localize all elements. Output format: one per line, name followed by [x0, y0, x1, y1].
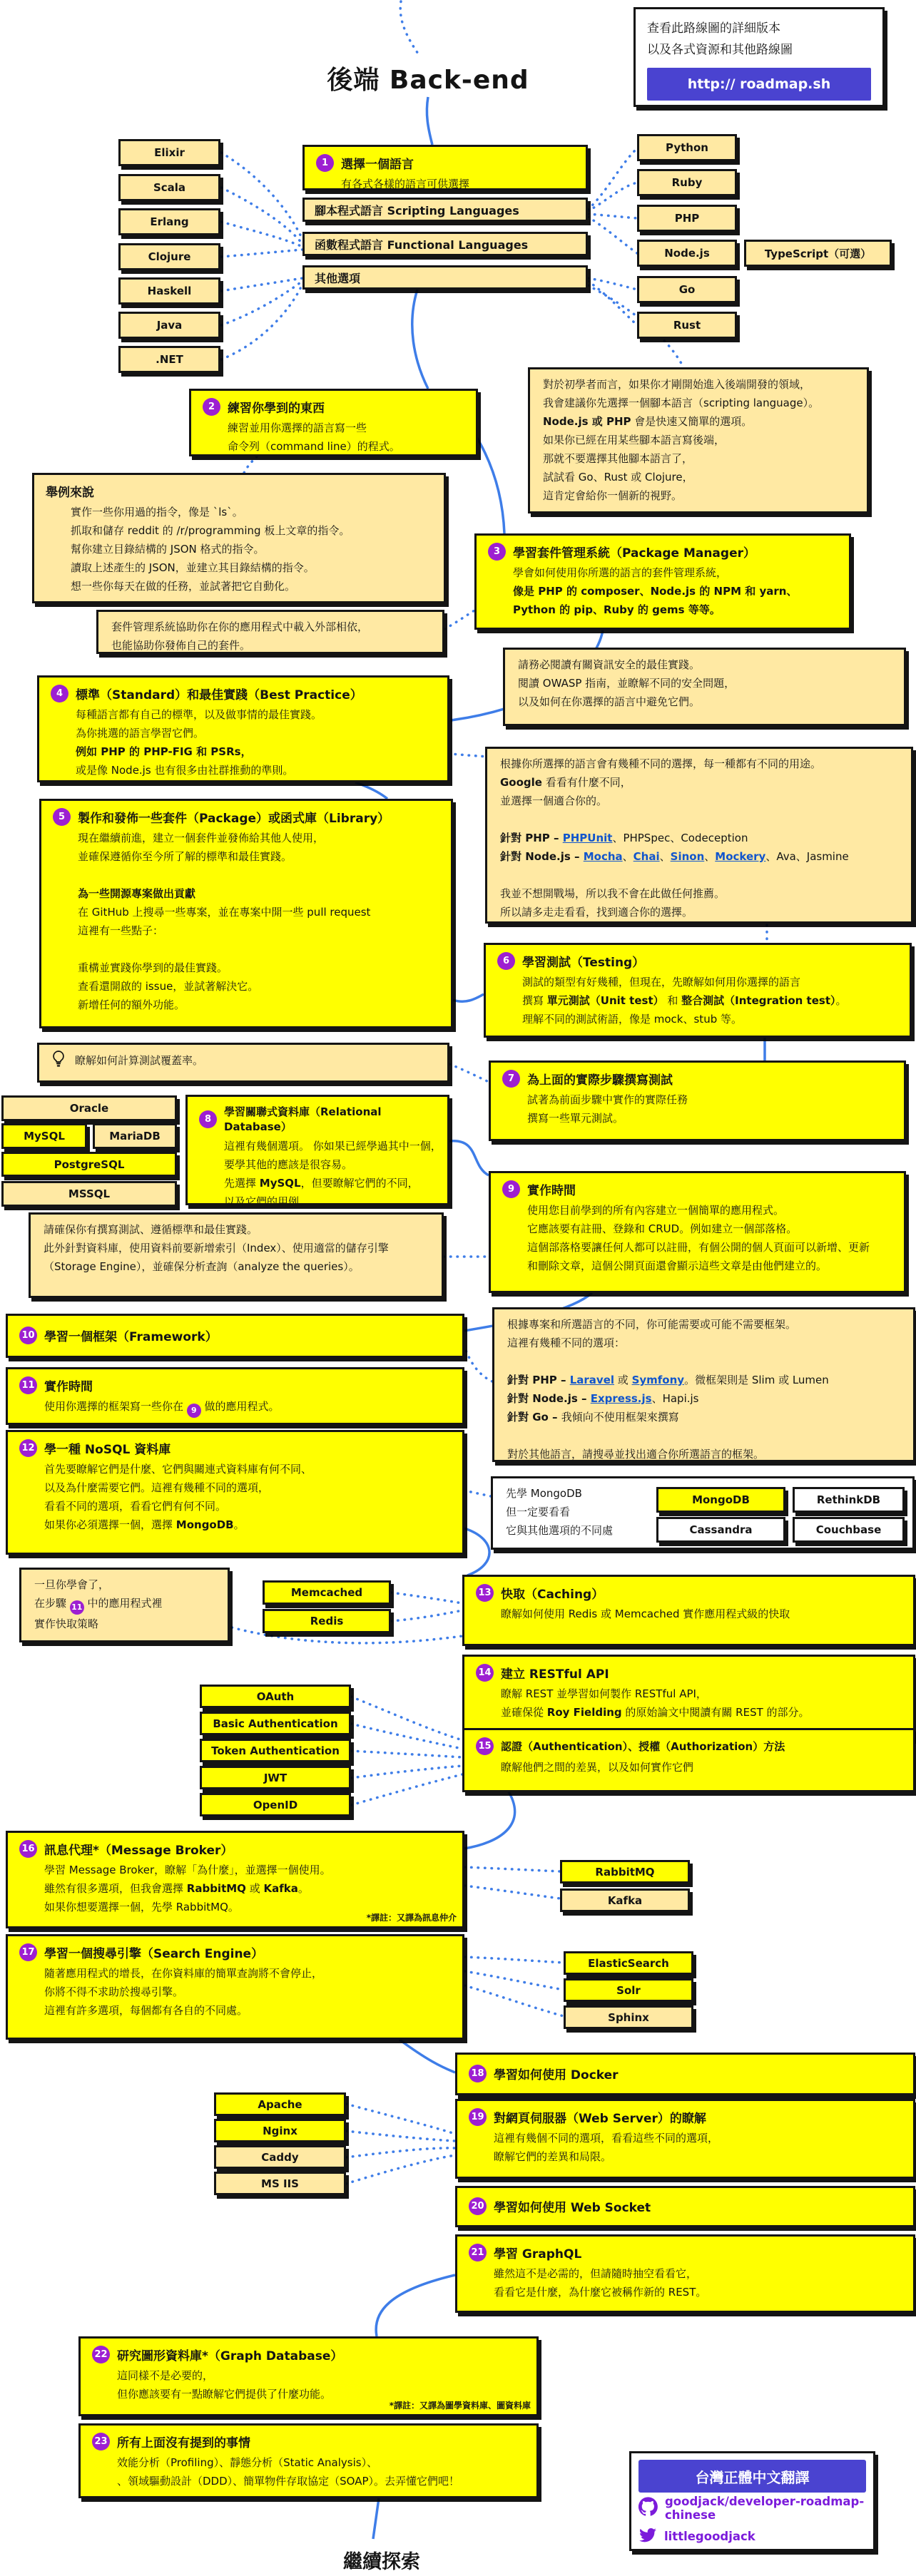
chip-clojure[interactable]: Clojure	[118, 243, 220, 270]
text-segment: 先選擇	[224, 1177, 260, 1190]
text-segment: 瞭解它們的差異和局限。	[494, 2150, 612, 2163]
note-examples	[32, 473, 446, 603]
keep-exploring-label: 繼續探索	[343, 2551, 420, 2573]
note-ensure-tests	[29, 1212, 444, 1298]
node-title: 認證（Authentication）、授權（Authorization）方法	[501, 1740, 785, 1753]
text-segment: 以及為什麼需要它們。這裡有幾種不同的選項，	[44, 1481, 270, 1494]
text-segment: 新增任何的額外功能。	[78, 998, 185, 1011]
step-badge: 5	[53, 808, 71, 826]
chip-nginx[interactable]: Nginx	[214, 2119, 346, 2142]
text-segment: 我並不想開戰場，所以我不會在此做任何推薦。	[500, 887, 726, 900]
chip-apache[interactable]: Apache	[214, 2092, 346, 2116]
chip-mariadb[interactable]: MariaDB	[93, 1123, 177, 1149]
chip-nodejs[interactable]: Node.js	[637, 240, 737, 267]
chip-php[interactable]: PHP	[637, 205, 737, 232]
text-segment: 會是快速又簡單的選項。	[631, 415, 753, 428]
note-security	[503, 648, 906, 726]
text-segment: 瞭解如何計算測試覆蓋率。	[75, 1054, 204, 1067]
text-segment: 像是 PHP 的 composer、Node.js 的 NPM 和 yarn、	[513, 585, 798, 598]
note-beginner-advice	[528, 367, 869, 513]
text-segment: 看看不同的選項，看看它們有何不同。	[44, 1500, 227, 1513]
page-title: 後端 Back-end	[327, 66, 529, 95]
text-segment: 測試的類型有好幾種，但現在，先瞭解如何用你選擇的語言	[522, 976, 801, 988]
node-11-practical-time[interactable]	[6, 1367, 464, 1425]
text-segment: 以及它們的用例。	[224, 1195, 310, 1208]
text-segment: 在步驟	[34, 1597, 70, 1610]
node-title: 學習一個搜尋引擎（Search Engine）	[44, 1947, 264, 1961]
text-segment: 試著為前面步驟中實作的實際任務	[527, 1093, 688, 1106]
text-segment: ，但要瞭解它們的不同，	[300, 1177, 419, 1190]
text-segment: 但一定要看看	[506, 1506, 571, 1518]
step-badge: 11	[19, 1376, 37, 1394]
text-segment: 套件管理系統協助你在你的應用程式中載入外部相依，	[111, 620, 369, 633]
twitter-icon	[638, 2526, 657, 2547]
text-segment: 或	[614, 1374, 632, 1386]
step-badge: 18	[469, 2065, 487, 2082]
node-4-standards[interactable]	[37, 675, 449, 782]
node-9-practical-time[interactable]	[489, 1171, 906, 1293]
note-testing-options	[485, 747, 913, 924]
node-title: 實作時間	[44, 1380, 93, 1394]
node-title: 快取（Caching）	[501, 1588, 604, 1602]
text-segment: 、	[659, 850, 671, 863]
text-segment: 並確保遵循你至今所了解的標準和最佳實踐。	[78, 850, 292, 863]
node-3-package-manager[interactable]	[474, 533, 851, 630]
chip-dotnet[interactable]: .NET	[118, 346, 220, 373]
link[interactable]: Express.js	[590, 1392, 652, 1405]
node-21-graphql[interactable]	[455, 2234, 915, 2313]
text-segment: 命令列（command line）的程式。	[228, 440, 400, 453]
text-segment: 和	[663, 994, 682, 1007]
link[interactable]: Laravel	[569, 1374, 615, 1386]
node-title: 學習如何使用 Docker	[494, 2068, 619, 2082]
chip-rethinkdb[interactable]: RethinkDB	[793, 1487, 905, 1513]
chip-erlang[interactable]: Erlang	[118, 208, 220, 235]
node-14-restful-api[interactable]	[462, 1655, 915, 1740]
text-segment: 瞭解如何使用 Redis 或 Memcached 實作應用程式級的快取	[501, 1608, 790, 1620]
chip-rabbitmq[interactable]: RabbitMQ	[560, 1860, 690, 1884]
link[interactable]: Mockery	[715, 850, 766, 863]
chip-elasticsearch[interactable]: ElasticSearch	[564, 1951, 693, 1975]
text-segment: 針對 PHP –	[507, 1374, 570, 1386]
chip-oauth[interactable]: OAuth	[200, 1685, 351, 1708]
step-badge: 22	[92, 2346, 110, 2363]
text-segment: 要學其他的應該是很容易。	[224, 1158, 353, 1171]
step-badge: 3	[488, 543, 506, 561]
text-segment: 它與其他選項的不同處	[506, 1524, 614, 1537]
text-segment: 。微框架則是 Slim 或 Lumen	[684, 1374, 829, 1386]
text-segment: 我傾向不使用框架來撰寫	[561, 1411, 679, 1424]
text-segment: 理解不同的測試術語，像是 mock、stub 等。	[522, 1013, 742, 1026]
github-icon	[638, 2497, 658, 2519]
text-segment: 有各式各樣的語言可供選擇	[341, 178, 470, 190]
translation-credit-box	[629, 2451, 875, 2551]
text-segment: 這裡有幾個選項。 你如果已經學過其中一個，	[224, 1140, 442, 1152]
text-segment: 一旦你學會了，	[34, 1578, 110, 1591]
node-10-framework[interactable]	[6, 1314, 464, 1358]
step-badge: 2	[203, 398, 220, 416]
text-segment: 。	[835, 994, 847, 1007]
text-segment: Google	[500, 776, 542, 789]
chip-caddy[interactable]: Caddy	[214, 2145, 346, 2169]
text-segment: 針對 Node.js –	[500, 850, 584, 863]
text-segment: Node.js 或 PHP	[543, 415, 631, 428]
chip-basic-authentication[interactable]: Basic Authentication	[200, 1712, 351, 1735]
text-segment: 例如 PHP 的 PHP-FIG 和 PSRs，	[76, 745, 252, 758]
step-badge: 10	[19, 1327, 37, 1344]
chip-memcached[interactable]: Memcached	[263, 1580, 391, 1605]
text-segment: 學會如何使用你所選的語言的套件管理系統，	[513, 566, 728, 579]
node-title: 研究圖形資料庫*（Graph Database）	[117, 2349, 343, 2363]
github-row[interactable]	[638, 2495, 866, 2521]
step-badge: 8	[199, 1110, 217, 1128]
text-segment: 如果你想要選擇一個，先學 RabbitMQ。	[44, 1901, 239, 1913]
info-line-1: 查看此路線圖的詳細版本	[647, 21, 780, 36]
text-segment: 每種語言都有自己的標準，以及做事情的最佳實踐。	[76, 708, 322, 721]
text-segment: 對於其他語言，請搜尋並找出適合你所選語言的框架。	[507, 1448, 765, 1461]
text-segment: 、Ava、Jasmine	[765, 850, 849, 863]
node-5-make-package[interactable]	[39, 799, 453, 1028]
text-segment: 實作快取策略	[34, 1617, 99, 1630]
chip-typescript[interactable]: TypeScript（可選）	[744, 240, 892, 267]
text-segment: 使用您目前學到的所有內容建立一個簡單的應用程式。	[527, 1204, 785, 1217]
text-segment: MySQL	[259, 1177, 301, 1190]
chip-go[interactable]: Go	[637, 276, 737, 303]
node-6-testing[interactable]	[484, 943, 912, 1038]
node-title: 學習 GraphQL	[494, 2247, 582, 2261]
text-segment: 你將不得不求助於搜尋引擎。	[44, 1985, 184, 1998]
text-segment: 在 GitHub 上搜尋一些專案，並在專案中開一些 pull request	[78, 906, 371, 919]
text-segment: （Storage Engine），並確保分析查詢（analyze the queries）。	[44, 1260, 360, 1273]
text-segment: 先學 MongoDB	[506, 1487, 582, 1500]
text-segment: MongoDB	[175, 1518, 234, 1531]
text-segment: 針對 PHP –	[500, 832, 563, 844]
text-segment: 也能協助你發佈自己的套件。	[111, 639, 251, 652]
node-16-message-broker[interactable]	[6, 1831, 464, 1928]
text-segment: 。	[297, 1882, 309, 1895]
lightbulb-icon	[52, 1051, 65, 1070]
text-segment: 為一些開源專案做出貢獻	[78, 887, 196, 900]
text-segment: 整合測試（Integration test）	[681, 994, 836, 1007]
text-segment: 所以請多走走看看，找到適合你的選擇。	[500, 906, 693, 919]
chip-scala[interactable]: Scala	[118, 174, 220, 201]
text-segment: 或	[245, 1882, 264, 1895]
text-segment: 。	[233, 1518, 245, 1531]
text-segment: 單元測試（Unit test）	[546, 994, 664, 1007]
step-badge: 17	[19, 1943, 37, 1961]
step-badge: 19	[469, 2108, 487, 2126]
node-22-graph-database[interactable]	[78, 2336, 539, 2416]
node-18-docker[interactable]	[455, 2053, 915, 2095]
node-title: 實作時間	[527, 1184, 576, 1198]
node-title: 學一種 NoSQL 資料庫	[44, 1443, 171, 1457]
node-13-caching[interactable]	[462, 1575, 915, 1646]
text-segment: 對於初學者而言，如果你才剛開始進入後端開發的領域，	[543, 378, 811, 391]
text-segment: 做的應用程式。	[200, 1400, 280, 1413]
node-20-web-socket[interactable]	[455, 2186, 915, 2227]
node-title: 建立 RESTful API	[501, 1667, 609, 1682]
text-segment: 學習 Message Broker，瞭解「為什麼」，並選擇一個使用。	[44, 1864, 331, 1876]
chip-couchbase[interactable]: Couchbase	[793, 1517, 905, 1543]
text-segment: 如果你已經在用某些腳本語言寫後端，	[543, 434, 726, 446]
text-segment: 試試看 Go、Rust 或 Clojure，	[543, 471, 693, 484]
node-7-write-tests[interactable]	[489, 1060, 906, 1141]
text-segment: 幫你建立目錄結構的 JSON 格式的指令。	[71, 543, 265, 556]
text-segment: 瞭解 REST 並學習如何製作 RESTful API，	[501, 1687, 707, 1700]
node-title: 選擇一個語言	[341, 158, 414, 172]
node-1-choose-language[interactable]	[302, 145, 588, 190]
text-segment: 查看還開啟的 issue，並試著解決它。	[78, 980, 259, 993]
bar-other-options[interactable]: 其他選項	[302, 265, 588, 290]
bar-functional-languages[interactable]: 函數程式語言 Functional Languages	[302, 232, 588, 256]
chip-mysql[interactable]: MySQL	[1, 1123, 87, 1149]
chip-redis[interactable]: Redis	[263, 1609, 391, 1633]
text-segment: 中的應用程式裡	[83, 1597, 163, 1610]
text-segment: 那就不要選擇其他腳本語言了，	[543, 452, 693, 465]
chip-cassandra[interactable]: Cassandra	[656, 1517, 785, 1543]
translation-title: 台灣正體中文翻譯	[638, 2460, 866, 2493]
text-segment: 針對 Node.js –	[507, 1392, 591, 1405]
chip-rust[interactable]: Rust	[637, 312, 737, 339]
node-title: 所有上面沒有提到的事情	[117, 2436, 250, 2450]
node-title: 學習測試（Testing）	[522, 956, 645, 970]
text-segment: 、PHPSpec、Codeception	[612, 832, 748, 844]
node-23-everything-else[interactable]	[78, 2423, 539, 2498]
text-segment: 針對 Go –	[507, 1411, 561, 1424]
text-segment: 這裡有幾種不同的選項：	[507, 1336, 626, 1349]
link[interactable]: PHPUnit	[562, 832, 613, 844]
note-framework-options	[492, 1307, 915, 1462]
text-segment: 練習並用你選擇的語言寫一些	[228, 421, 367, 434]
note-test-coverage	[37, 1043, 449, 1083]
text-segment: 、領域驅動設計（DDD）、簡單物件存取協定（SOAP）。去弄懂它們吧！	[117, 2475, 460, 2488]
chip-python[interactable]: Python	[637, 134, 737, 161]
text-segment: 看看它是什麼，為什麼它被稱作新的 REST。	[494, 2286, 707, 2299]
node-title: 學習套件管理系統（Package Manager）	[513, 546, 755, 561]
text-segment: 效能分析（Profiling）、靜態分析（Static Analysis）、	[117, 2456, 378, 2469]
node-title: 對網頁伺服器（Web Server）的瞭解	[494, 2112, 706, 2126]
text-segment: 現在繼續前進，建立一個套件並發佈給其他人使用，	[78, 832, 325, 844]
step-badge: 6	[497, 952, 515, 970]
text-segment: 和刪除文章，這個公開頁面還會顯示這些文章是由他們建立的。	[527, 1259, 828, 1272]
node-title: 學習一個框架（Framework）	[44, 1329, 218, 1344]
step-badge: 21	[469, 2244, 487, 2261]
node-19-web-server[interactable]	[455, 2099, 915, 2179]
text-segment: 讀取上述產生的 JSON，並建立其目錄結構的指令。	[71, 561, 315, 574]
step-badge-inline: 9	[187, 1404, 201, 1418]
step-badge: 14	[476, 1664, 494, 1682]
step-badge: 1	[316, 154, 334, 172]
text-segment: 實作一些你用過的指令，像是 `ls`。	[71, 506, 243, 518]
node-title: 舉例來說	[46, 486, 94, 500]
text-segment: 使用你選擇的框架寫一些你在	[44, 1400, 187, 1413]
text-segment: 撰寫一些單元測試。	[527, 1112, 624, 1125]
github-handle[interactable]: goodjack/developer-roadmap-chinese	[665, 2494, 865, 2522]
twitter-handle[interactable]: littlegoodjack	[664, 2530, 755, 2543]
text-segment: 但你應該要有一點瞭解它們提供了什麼功能。	[117, 2388, 332, 2401]
text-segment: 雖然有很多選項，但我會選擇	[44, 1882, 187, 1895]
text-segment: RabbitMQ	[186, 1882, 246, 1895]
chip-postgresql[interactable]: PostgreSQL	[1, 1152, 177, 1177]
node-8-relational-db[interactable]	[185, 1095, 449, 1208]
bar-scripting-languages[interactable]: 腳本程式語言 Scripting Languages	[302, 198, 588, 222]
twitter-row[interactable]	[638, 2523, 866, 2550]
chip-openid[interactable]: OpenID	[200, 1793, 351, 1816]
chip-mssql[interactable]: MSSQL	[1, 1181, 177, 1207]
chip-ruby[interactable]: Ruby	[637, 169, 737, 196]
text-segment: 這裡有許多選項，每個都有各自的不同處。	[44, 2004, 248, 2017]
info-line-2: 以及各式資源和其他路線圖	[647, 43, 793, 57]
text-segment: 根據專案和所選語言的不同，你可能需要或可能不需要框架。	[507, 1318, 797, 1331]
roadmap-link-button[interactable]: http:// roadmap.sh	[647, 68, 871, 101]
note-caching-strategy	[19, 1568, 230, 1642]
text-segment: 重構並實踐你學到的最佳實踐。	[78, 961, 228, 974]
text-segment: 此外針對資料庫，使用資料前要新增索引（Index）、使用適當的儲存引擎	[44, 1242, 389, 1254]
text-segment: Python 的 pip、Ruby 的 gems 等等。	[513, 603, 721, 616]
translator-note: *譯註：又譯為圖學資料庫、圖資料庫	[389, 2401, 531, 2411]
chip-sphinx[interactable]: Sphinx	[564, 2005, 693, 2029]
text-segment: 這肯定會給你一個新的視野。	[543, 489, 683, 502]
text-segment: 為你挑選的語言學習它們。	[76, 727, 205, 740]
chip-solr[interactable]: Solr	[564, 1978, 693, 2002]
text-segment: 雖然這不是必需的，但請隨時抽空看看它，	[494, 2267, 698, 2280]
node-12-nosql[interactable]	[6, 1430, 464, 1555]
node-title: 製作和發佈一些套件（Package）或函式庫（Library）	[78, 812, 390, 826]
chip-java[interactable]: Java	[118, 312, 220, 339]
node-title: 學習如何使用 Web Socket	[494, 2200, 651, 2215]
text-segment: 請確保你有撰寫測試、遵循標準和最佳實踐。	[44, 1223, 258, 1236]
text-segment: 這裡有一些點子：	[78, 924, 164, 937]
text-segment: 瞭解他們之間的差異，以及如何實作它們	[501, 1761, 694, 1774]
text-segment: 或是像 Node.js 也有很多由社群推動的準則。	[76, 764, 294, 777]
text-segment: 這個部落格要讓任何人都可以註冊，有個公開的個人頁面可以新增、更新	[527, 1241, 870, 1254]
step-badge-inline: 11	[70, 1600, 84, 1615]
step-badge: 7	[502, 1070, 520, 1088]
step-badge: 9	[502, 1180, 520, 1198]
text-segment: Roy Fielding	[546, 1706, 622, 1719]
translator-note: *譯註：又譯為訊息仲介	[366, 1913, 457, 1923]
text-segment: 並選擇一個適合你的。	[500, 794, 608, 807]
note-package-manager	[96, 610, 444, 654]
text-segment: 、	[704, 850, 716, 863]
text-segment: 這同樣不是必要的，	[117, 2369, 214, 2382]
chip-jwt[interactable]: JWT	[200, 1766, 351, 1789]
text-segment: 這裡有幾個不同的選項，看看這些不同的選項，	[494, 2132, 719, 2145]
text-segment: 並確保從	[501, 1706, 547, 1719]
text-segment: 想一些你每天在做的任務，並試著把它自動化。	[71, 580, 296, 593]
step-badge: 4	[51, 685, 68, 702]
text-segment: 抓取和儲存 reddit 的 /r/programming 板上文章的指令。	[71, 524, 350, 537]
node-title: 學習關聯式資料庫（Relational Database）	[224, 1105, 382, 1133]
step-badge: 16	[19, 1840, 37, 1858]
text-segment: 看看有什麼不同，	[541, 776, 631, 789]
text-segment: 隨著應用程式的增長，在你資料庫的簡單查詢將不會停止，	[44, 1967, 323, 1980]
link[interactable]: Chai	[633, 850, 660, 863]
text-segment: 我會建議你先選擇一個腳本語言（scripting language）。	[543, 397, 820, 409]
node-title: 為上面的實際步驟撰寫測試	[527, 1073, 673, 1088]
node-15-auth[interactable]	[462, 1728, 915, 1792]
text-segment: 、	[622, 850, 633, 863]
step-badge: 12	[19, 1439, 37, 1457]
link[interactable]: Symfony	[631, 1374, 685, 1386]
text-segment: 根據你所選擇的語言會有幾種不同的選擇，每一種都有不同的用途。	[500, 757, 822, 770]
text-segment: 、Hapi.js	[651, 1392, 699, 1405]
chip-token-authentication[interactable]: Token Authentication	[200, 1739, 351, 1762]
text-segment: 請務必閱讀有關資訊安全的最佳實踐。	[518, 658, 701, 671]
chip-oracle[interactable]: Oracle	[1, 1095, 177, 1121]
step-badge: 23	[92, 2433, 110, 2450]
step-badge: 13	[476, 1584, 494, 1602]
link[interactable]: Mocha	[583, 850, 623, 863]
text-segment: 撰寫	[522, 994, 547, 1007]
roadmap-info-box	[633, 7, 885, 107]
text-segment: 以及如何在你選擇的語言中避免它們。	[518, 695, 701, 708]
text-segment: 它應該要有註冊、登錄和 CRUD。例如建立一個部落格。	[527, 1222, 798, 1235]
chip-haskell[interactable]: Haskell	[118, 277, 220, 305]
node-17-search-engine[interactable]	[6, 1934, 464, 2040]
node-title: 練習你學到的東西	[228, 402, 325, 416]
text-segment: 閱讀 OWASP 指南，並瞭解不同的安全問題，	[518, 677, 736, 690]
text-segment: 如果你必須選擇一個，選擇	[44, 1518, 176, 1531]
text-segment: 首先要瞭解它們是什麼、它們與關連式資料庫有何不同、	[44, 1463, 312, 1476]
chip-kafka[interactable]: Kafka	[560, 1888, 690, 1912]
chip-elixir[interactable]: Elixir	[118, 139, 220, 166]
node-title: 訊息代理*（Message Broker）	[44, 1844, 233, 1858]
link[interactable]: Sinon	[670, 850, 705, 863]
text-segment: 的原始論文中閱讀有關 REST 的部分。	[621, 1706, 810, 1719]
node-2-practice[interactable]	[189, 389, 478, 456]
step-badge: 15	[476, 1737, 494, 1755]
chip-msiis[interactable]: MS IIS	[214, 2172, 346, 2195]
node-title: 標準（Standard）和最佳實踐（Best Practice）	[76, 688, 362, 702]
chip-mongodb[interactable]: MongoDB	[656, 1487, 785, 1513]
step-badge: 20	[469, 2197, 487, 2215]
text-segment: Kafka	[263, 1882, 298, 1895]
